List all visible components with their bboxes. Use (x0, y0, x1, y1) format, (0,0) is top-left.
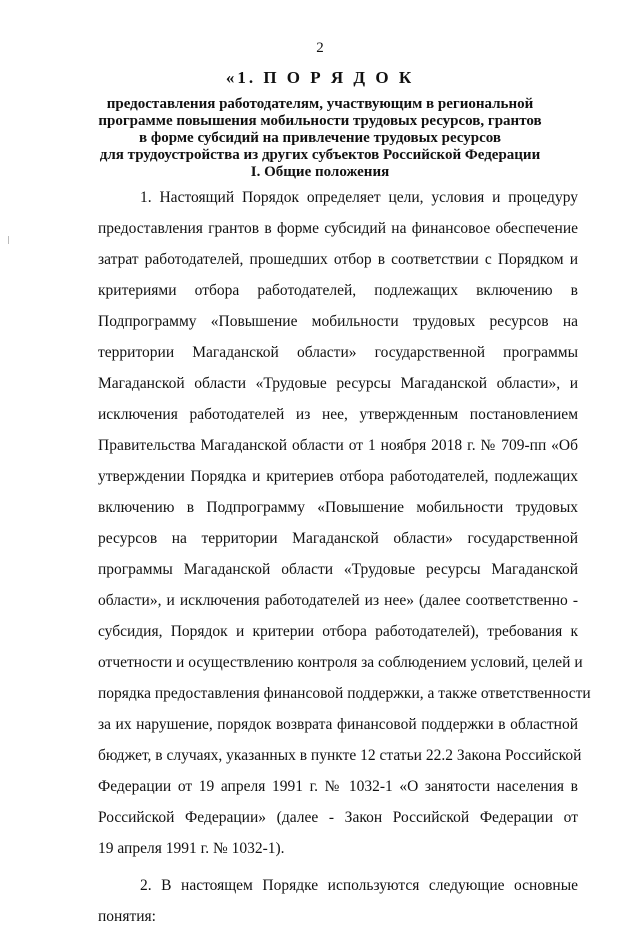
document-subtitle (60, 96, 580, 181)
subtitle-line: программе повышения мобильности трудовых ресурсов, грантов (98, 113, 542, 129)
text-line: исключения работодателей из нее, утвержденным постановлением (98, 406, 578, 423)
text-line: бюджет, в случаях, указанных в пункте 12 статьи 22.2 Закона Российской (98, 747, 582, 764)
text-line: ресурсов на территории Магаданской области» государственной (98, 530, 578, 547)
text-line: порядка предоставления финансовой поддержки, а также ответственности (98, 685, 591, 702)
text-line: отчетности и осуществлению контроля за соблюдением условий, целей и (98, 654, 583, 671)
text-line: Российской Федерации» (далее - Закон Российской Федерации от (98, 809, 578, 826)
text-line: 1. Настоящий Порядок определяет цели, условия и процедуру (140, 189, 578, 206)
text-line: утверждении Порядка и критериев отбора работодателей, подлежащих (98, 468, 578, 485)
text-line: Подпрограмму «Повышение мобильности трудовых ресурсов на (98, 313, 578, 330)
text-line: области», и исключения работодателей из нее» (далее соответственно - (98, 592, 578, 609)
paragraph-2 (98, 870, 578, 932)
page-number: 2 (316, 40, 324, 56)
text-line: критериями отбора работодателей, подлежащих включению в (98, 282, 578, 299)
document-body (98, 182, 591, 932)
subtitle-line: в форме субсидий на привлечение трудовых ресурсов (139, 130, 501, 146)
margin-mark (8, 236, 9, 244)
text-line: предоставления грантов в форме субсидий на финансовое обеспечение (98, 220, 578, 237)
text-line: 2. В настоящем Порядке используются следующие основные (140, 877, 578, 894)
text-line: 19 апреля 1991 г. № 1032-1). (98, 840, 285, 857)
text-line: понятия: (98, 908, 156, 925)
text-line: затрат работодателей, прошедших отбор в соответствии с Порядком и (98, 251, 578, 268)
text-line: субсидия, Порядок и критерии отбора работодателей), требования к (98, 623, 578, 640)
subtitle-line: для трудоустройства из других субъектов Российской Федерации (99, 147, 541, 163)
text-line: Федерации от 19 апреля 1991 г. № 1032-1 «О занятости населения в (98, 778, 578, 795)
text-line: территории Магаданской области» государственной программы (98, 344, 578, 361)
paragraph-1 (98, 182, 591, 864)
subtitle-line: предоставления работодателям, участвующим в региональной (106, 96, 534, 112)
text-line: за их нарушение, порядок возврата финансовой поддержки в областной (98, 716, 578, 733)
section-heading: I. Общие положения (250, 164, 390, 180)
text-line: Правительства Магаданской области от 1 ноября 2018 г. № 709-пп «Об (98, 437, 578, 454)
text-line: включению в Подпрограмму «Повышение мобильности трудовых (98, 499, 578, 516)
text-line: Магаданской области «Трудовые ресурсы Магаданской области», и (98, 375, 578, 392)
document-title: «1. П О Р Я Д О К (225, 68, 415, 87)
text-line: программы Магаданской области «Трудовые ресурсы Магаданской (98, 561, 578, 578)
